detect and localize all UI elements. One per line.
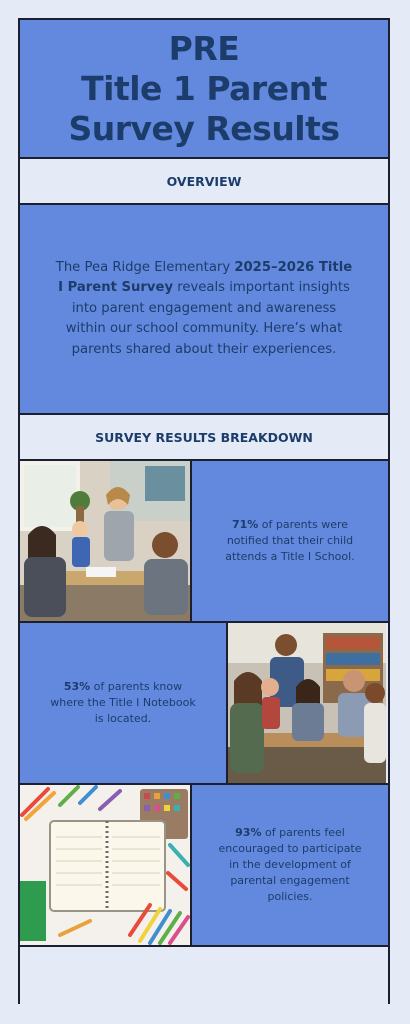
overview-text-survey-name: 2025–2026 Title I Parent Survey — [58, 259, 353, 296]
stat-row-3 — [20, 785, 388, 947]
stat-row-2 — [20, 623, 388, 785]
stat-row-1 — [20, 461, 388, 623]
footer-spacer — [20, 947, 388, 1004]
stat-3-description: of parents feel encouraged to participate in the development of parental engagement policies. — [218, 826, 362, 903]
stat-2-percent: 53% — [63, 680, 91, 693]
stat-1-text — [218, 517, 362, 565]
stat-3-percent: 93% — [235, 826, 262, 839]
classroom-photo — [20, 461, 192, 621]
page-title — [20, 20, 388, 159]
infographic-frame — [18, 18, 390, 1004]
stat-3 — [192, 785, 388, 945]
stat-2 — [20, 623, 226, 783]
stat-3-text — [218, 825, 362, 905]
overview-text — [54, 258, 354, 361]
title-line-1: PRE — [168, 28, 240, 68]
overview-heading: OVERVIEW — [20, 159, 388, 205]
parents-meeting-photo — [226, 623, 388, 783]
overview-text-intro: The Pea Ridge Elementary — [55, 259, 235, 275]
breakdown-heading: SURVEY RESULTS BREAKDOWN — [20, 415, 388, 461]
title-line-2: Title 1 Parent — [81, 68, 327, 108]
stat-1 — [192, 461, 388, 621]
stat-1-description: of parents were notified that their child attends a Title I School. — [225, 518, 355, 563]
school-supplies-photo — [20, 785, 192, 945]
stat-2-description: of parents know where the Title I Notebook is located. — [50, 680, 196, 725]
overview-section — [20, 205, 388, 415]
stat-2-text — [46, 679, 200, 727]
title-line-3: Survey Results — [68, 108, 340, 148]
overview-text-rest: reveals important insights into parent engagement and awareness within our school community. Here’s what parents shared about their experiences. — [65, 280, 350, 357]
stat-1-percent: 71% — [231, 518, 259, 531]
